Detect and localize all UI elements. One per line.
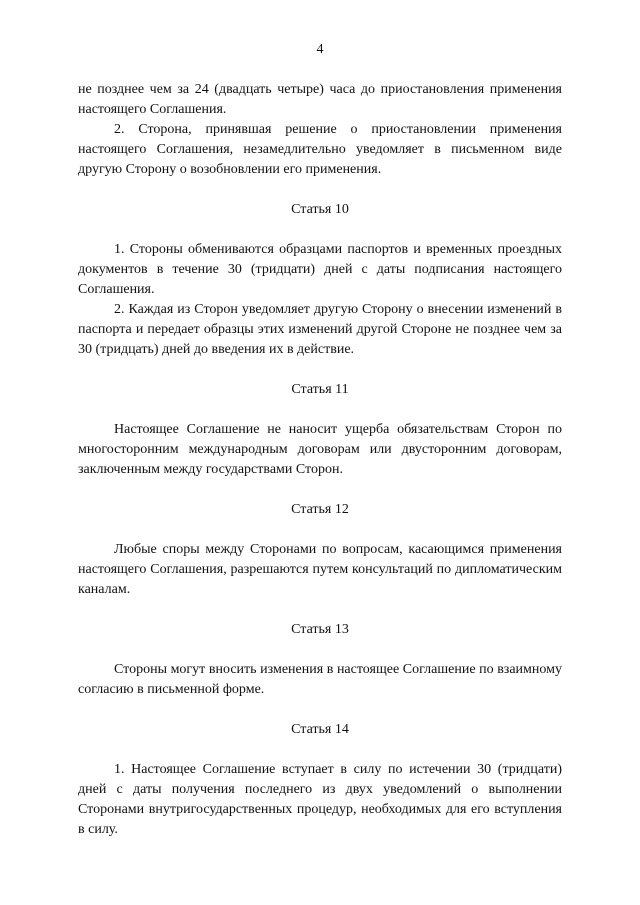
paragraph-article10-item1: 1. Стороны обмениваются образцами паспортов и временных проездных документов в течение 30 (тридцати) дней с даты подписания настоящего Соглашения. — [78, 242, 562, 297]
document-body — [78, 80, 562, 840]
paragraph-continuation: не позднее чем за 24 (двадцать четыре) часа до приостановления применения настоящего Соглашения. — [78, 82, 562, 117]
paragraph-article14-item1: 1. Настоящее Соглашение вступает в силу по истечении 30 (тридцати) дней с даты получения последнего из двух уведомлений о выполнении Сторонами внутригосударственных процедур, необходимых для его вступления в силу. — [78, 762, 562, 837]
article-11-title: Статья 11 — [291, 382, 349, 397]
paragraph-article10-item2: 2. Каждая из Сторон уведомляет другую Сторону о внесении изменений в паспорта и передает образцы этих изменений другой Стороне не позднее чем за 30 (тридцать) дней до введения их в действие. — [78, 302, 562, 357]
paragraph-article9-item2: 2. Сторона, принявшая решение о приостановлении применения настоящего Соглашения, незамедлительно уведомляет в письменном виде другую Сторону о возобновлении его применения. — [78, 122, 562, 177]
paragraph-article13: Стороны могут вносить изменения в настоящее Соглашение по взаимному согласию в письменной форме. — [78, 662, 562, 697]
article-10-title: Статья 10 — [291, 202, 349, 217]
paragraph-article12: Любые споры между Сторонами по вопросам, касающимся применения настоящего Соглашения, разрешаются путем консультаций по дипломатическим каналам. — [78, 542, 562, 597]
article-12-title: Статья 12 — [291, 502, 349, 517]
page-number: 4 — [316, 42, 324, 57]
article-14-title: Статья 14 — [291, 722, 349, 737]
paragraph-article11: Настоящее Соглашение не наносит ущерба обязательствам Сторон по многосторонним международным договорам или двусторонним договорам, заключенным между государствами Сторон. — [78, 422, 562, 477]
article-13-title: Статья 13 — [291, 622, 349, 637]
